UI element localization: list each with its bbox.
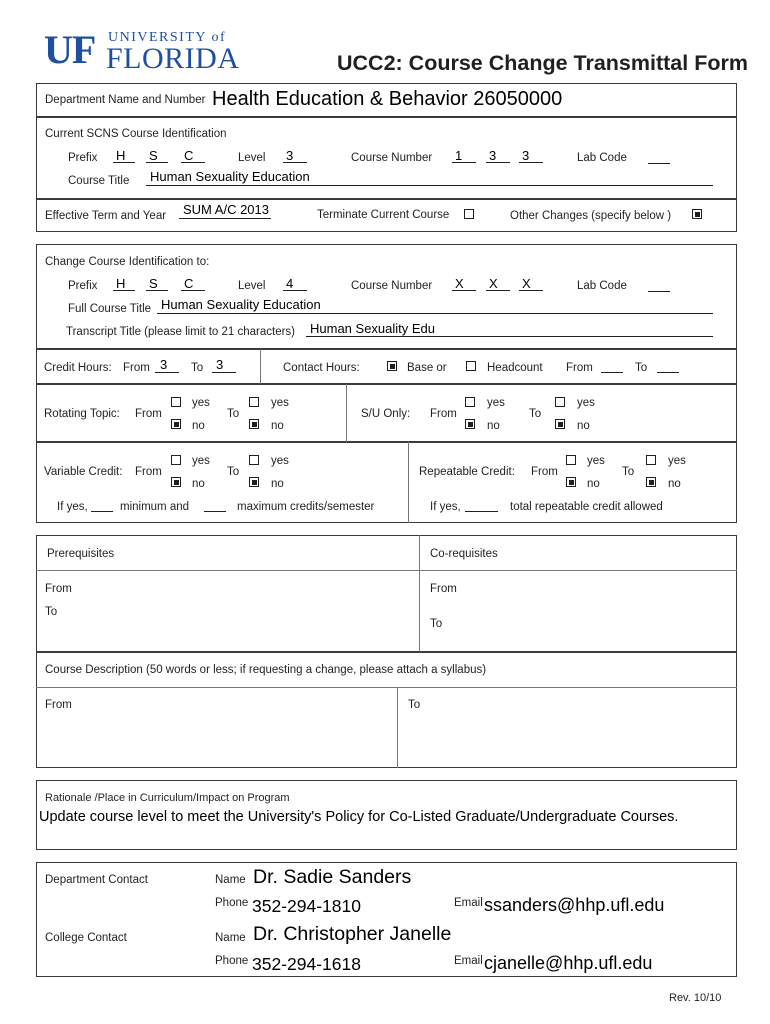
- base-checkbox[interactable]: [387, 361, 397, 371]
- repeatable-to-yes-checkbox[interactable]: [646, 455, 656, 465]
- rotating-to-label: To: [227, 408, 240, 420]
- su-from-yes-label: yes: [487, 397, 505, 409]
- credit-from-label: From: [123, 362, 150, 374]
- college-email-label: Email: [454, 955, 483, 967]
- contact-from-line[interactable]: [601, 372, 623, 373]
- variable-to-yes-label: yes: [271, 455, 289, 467]
- department-label: Department Name and Number: [45, 94, 206, 106]
- current-prefix-1-line: [113, 162, 135, 163]
- description-to-label: To: [408, 699, 421, 711]
- repeatable-from-yes-label: yes: [587, 455, 605, 467]
- rotating-label: Rotating Topic:: [44, 408, 120, 420]
- variable-if-yes-label: If yes,: [57, 501, 88, 513]
- credit-hours-divider: [260, 349, 261, 384]
- change-course-number-label: Course Number: [351, 280, 433, 292]
- college-phone-value[interactable]: 352-294-1618: [252, 954, 361, 974]
- requisites-divider: [419, 535, 420, 652]
- variable-to-label: To: [227, 466, 240, 478]
- variable-from-yes-label: yes: [192, 455, 210, 467]
- current-course-number-3-line: [519, 162, 543, 163]
- current-level-line: [283, 162, 307, 163]
- corequisites-label: Co-requisites: [430, 548, 498, 560]
- prerequisites-to-label: To: [45, 606, 58, 618]
- description-divider: [397, 687, 398, 768]
- change-heading: Change Course Identification to:: [45, 256, 210, 268]
- change-course-number-2-line: [486, 290, 510, 291]
- change-level[interactable]: 4: [286, 276, 294, 291]
- credit-from-line: [155, 372, 179, 373]
- variable-divider: [408, 442, 409, 523]
- rationale-value[interactable]: Update course level to meet the University's Policy for Co-Listed Graduate/Undergraduate Courses.: [39, 809, 679, 825]
- credit-to-label: To: [191, 362, 204, 374]
- effective-term-line: [179, 218, 271, 219]
- variable-max-line[interactable]: [204, 511, 226, 512]
- other-changes-checkbox[interactable]: [692, 209, 702, 219]
- college-phone-label: Phone: [215, 955, 249, 967]
- su-to-yes-label: yes: [577, 397, 595, 409]
- current-lab-code-line[interactable]: [648, 163, 670, 164]
- rotating-to-yes-label: yes: [271, 397, 289, 409]
- change-course-number-1-line: [452, 290, 476, 291]
- description-from-label: From: [45, 699, 72, 711]
- current-prefix-2-line: [146, 162, 168, 163]
- rotating-from-yes-label: yes: [192, 397, 210, 409]
- current-heading: Current SCNS Course Identification: [45, 128, 227, 140]
- repeatable-to-label: To: [622, 466, 635, 478]
- current-course-title[interactable]: Human Sexuality Education: [150, 169, 310, 184]
- current-prefix-3-line: [181, 162, 205, 163]
- contact-to-line[interactable]: [657, 372, 679, 373]
- repeatable-from-no-label: no: [587, 478, 600, 490]
- department-value[interactable]: Health Education & Behavior 26050000: [212, 88, 563, 110]
- variable-from-label: From: [135, 466, 162, 478]
- effective-term-label: Effective Term and Year: [45, 210, 167, 222]
- credit-hours-label: Credit Hours:: [44, 362, 112, 374]
- headcount-checkbox[interactable]: [466, 361, 476, 371]
- credit-from-value[interactable]: 3: [160, 357, 168, 372]
- rotating-to-no-label: no: [271, 420, 284, 432]
- repeatable-from-yes-checkbox[interactable]: [566, 455, 576, 465]
- variable-from-no-label: no: [192, 478, 205, 490]
- change-level-label: Level: [238, 280, 266, 292]
- dept-email-value[interactable]: ssanders@hhp.ufl.edu: [484, 895, 665, 915]
- current-course-number-3[interactable]: 3: [522, 148, 530, 163]
- su-to-yes-checkbox[interactable]: [555, 397, 565, 407]
- change-transcript-label: Transcript Title (please limit to 21 characters): [66, 326, 296, 338]
- change-course-number-2[interactable]: X: [489, 276, 498, 291]
- requisites-header-line: [36, 570, 737, 571]
- change-full-title-line: [157, 313, 713, 314]
- credit-to-line: [212, 372, 236, 373]
- requisites-box: [36, 535, 737, 652]
- rotating-to-no-checkbox[interactable]: [249, 419, 259, 429]
- description-label: Course Description (50 words or less; if requesting a change, please attach a syllabus): [45, 664, 487, 676]
- dept-phone-label: Phone: [215, 897, 249, 909]
- variable-from-no-checkbox[interactable]: [171, 477, 181, 487]
- su-to-no-checkbox[interactable]: [555, 419, 565, 429]
- repeatable-to-no-label: no: [668, 478, 681, 490]
- change-full-title[interactable]: Human Sexuality Education: [161, 297, 321, 312]
- current-course-number-label: Course Number: [351, 152, 433, 164]
- college-email-value[interactable]: cjanelle@hhp.ufl.edu: [484, 953, 653, 973]
- current-course-number-1[interactable]: 1: [455, 148, 463, 163]
- rotating-to-yes-checkbox[interactable]: [249, 397, 259, 407]
- variable-min-line[interactable]: [91, 511, 113, 512]
- repeatable-to-yes-label: yes: [668, 455, 686, 467]
- rationale-label: Rationale /Place in Curriculum/Impact on Program: [45, 792, 290, 804]
- prerequisites-from-label: From: [45, 583, 72, 595]
- variable-to-no-checkbox[interactable]: [249, 477, 259, 487]
- effective-term-value[interactable]: SUM A/C 2013: [183, 202, 269, 217]
- form-title: UCC2: Course Change Transmittal Form: [337, 51, 748, 75]
- change-prefix-3[interactable]: C: [184, 276, 194, 291]
- prerequisites-label: Prerequisites: [47, 548, 115, 560]
- dept-name-value[interactable]: Dr. Sadie Sanders: [253, 866, 412, 888]
- uf-logo-mark: UF: [44, 27, 96, 72]
- uf-logo: [44, 27, 249, 75]
- rotating-divider: [346, 384, 347, 442]
- su-only-label: S/U Only:: [361, 408, 411, 420]
- dept-phone-value[interactable]: 352-294-1810: [252, 896, 361, 916]
- rotating-from-no-label: no: [192, 420, 205, 432]
- repeatable-total-label: total repeatable credit allowed: [510, 501, 663, 513]
- rotating-from-label: From: [135, 408, 162, 420]
- uf-logo-university-of: UNIVERSITY of: [108, 30, 227, 45]
- su-from-yes-checkbox[interactable]: [465, 397, 475, 407]
- su-from-no-checkbox[interactable]: [465, 419, 475, 429]
- college-name-label: Name: [215, 932, 246, 944]
- current-prefix-2[interactable]: S: [149, 148, 158, 163]
- variable-credit-label: Variable Credit:: [44, 466, 123, 478]
- change-prefix-2[interactable]: S: [149, 276, 158, 291]
- repeatable-from-no-checkbox[interactable]: [566, 477, 576, 487]
- current-course-title-label: Course Title: [68, 175, 130, 187]
- credit-to-value[interactable]: 3: [216, 357, 224, 372]
- change-prefix-label: Prefix: [68, 280, 98, 292]
- corequisites-from-label: From: [430, 583, 457, 595]
- current-prefix-3[interactable]: C: [184, 148, 194, 163]
- su-from-label: From: [430, 408, 457, 420]
- change-lab-code-line[interactable]: [648, 291, 670, 292]
- variable-min-label: minimum and: [120, 501, 190, 513]
- change-prefix-1-line: [113, 290, 135, 291]
- rotating-from-no-checkbox[interactable]: [171, 419, 181, 429]
- current-course-number-2-line: [486, 162, 510, 163]
- variable-to-no-label: no: [271, 478, 284, 490]
- change-prefix-1[interactable]: H: [116, 276, 126, 291]
- dept-name-label: Name: [215, 874, 246, 886]
- change-full-title-label: Full Course Title: [68, 303, 152, 315]
- current-level[interactable]: 3: [286, 148, 294, 163]
- department-contact-label: Department Contact: [45, 874, 148, 886]
- variable-from-yes-checkbox[interactable]: [171, 455, 181, 465]
- su-from-no-label: no: [487, 420, 500, 432]
- current-course-number-1-line: [452, 162, 476, 163]
- contact-hours-label: Contact Hours:: [283, 362, 360, 374]
- change-prefix-3-line: [181, 290, 205, 291]
- su-to-label: To: [529, 408, 542, 420]
- current-course-number-2[interactable]: 3: [489, 148, 497, 163]
- current-level-label: Level: [238, 152, 266, 164]
- repeatable-from-label: From: [531, 466, 558, 478]
- base-label: Base or: [407, 362, 447, 374]
- revision-label: Rev. 10/10: [669, 992, 722, 1004]
- change-course-number-3-line: [519, 290, 543, 291]
- su-to-no-label: no: [577, 420, 590, 432]
- current-course-title-line: [146, 185, 713, 186]
- uf-logo-florida: FLORIDA: [106, 42, 240, 75]
- change-lab-code-label: Lab Code: [577, 280, 627, 292]
- current-prefix-label: Prefix: [68, 152, 98, 164]
- college-contact-label: College Contact: [45, 932, 127, 944]
- change-course-number-3[interactable]: X: [522, 276, 531, 291]
- contact-from-label: From: [566, 362, 593, 374]
- terminate-label: Terminate Current Course: [317, 209, 450, 221]
- dept-email-label: Email: [454, 897, 483, 909]
- variable-to-yes-checkbox[interactable]: [249, 455, 259, 465]
- terminate-checkbox[interactable]: [464, 209, 474, 219]
- repeatable-if-yes-label: If yes,: [430, 501, 461, 513]
- contact-to-label: To: [635, 362, 648, 374]
- current-lab-code-label: Lab Code: [577, 152, 627, 164]
- change-course-number-1[interactable]: X: [455, 276, 464, 291]
- repeatable-credit-label: Repeatable Credit:: [419, 466, 515, 478]
- headcount-label: Headcount: [487, 362, 543, 374]
- change-level-line: [283, 290, 307, 291]
- corequisites-to-label: To: [430, 618, 443, 630]
- rotating-from-yes-checkbox[interactable]: [171, 397, 181, 407]
- repeatable-total-line[interactable]: [465, 511, 498, 512]
- change-transcript-title[interactable]: Human Sexuality Edu: [310, 321, 436, 336]
- change-transcript-line: [306, 336, 713, 337]
- variable-max-label: maximum credits/semester: [237, 501, 375, 513]
- college-name-value[interactable]: Dr. Christopher Janelle: [253, 923, 452, 945]
- change-prefix-2-line: [146, 290, 168, 291]
- other-changes-label: Other Changes (specify below ): [510, 210, 672, 222]
- repeatable-to-no-checkbox[interactable]: [646, 477, 656, 487]
- description-header-line: [36, 687, 737, 688]
- current-prefix-1[interactable]: H: [116, 148, 126, 163]
